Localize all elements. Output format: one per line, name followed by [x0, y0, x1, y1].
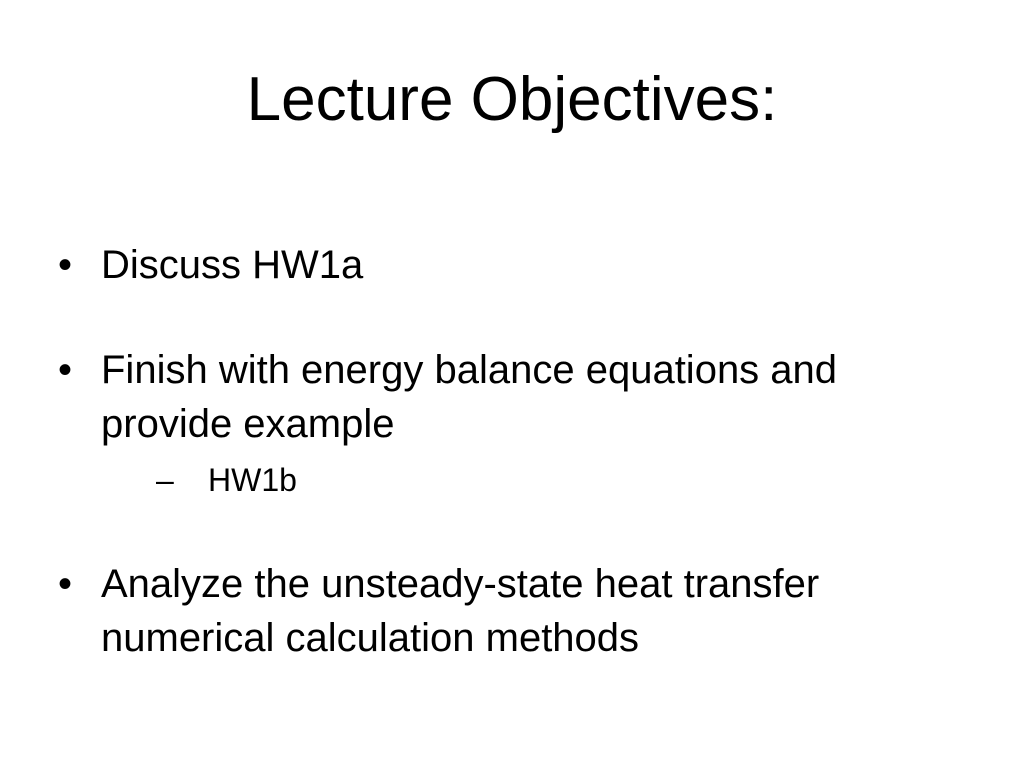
- bullet-marker-icon: •: [58, 348, 73, 392]
- sub-bullet-item: [144, 451, 978, 509]
- dash-marker-icon: –: [156, 462, 174, 498]
- sub-bullet-text: HW1b: [208, 462, 297, 498]
- bullet-text: Finish with energy balance equations and provide example: [101, 348, 838, 446]
- bullet-item: [58, 343, 978, 509]
- bullet-item: [58, 557, 978, 665]
- bullet-list: [58, 238, 978, 665]
- bullet-text: Analyze the unsteady-state heat transfer numerical calculation methods: [101, 562, 820, 660]
- bullet-text: Discuss HW1a: [101, 243, 364, 287]
- slide-title: Lecture Objectives:: [246, 65, 778, 134]
- bullet-marker-icon: •: [58, 243, 73, 287]
- bullet-item: [58, 238, 978, 292]
- bullet-marker-icon: •: [58, 562, 73, 606]
